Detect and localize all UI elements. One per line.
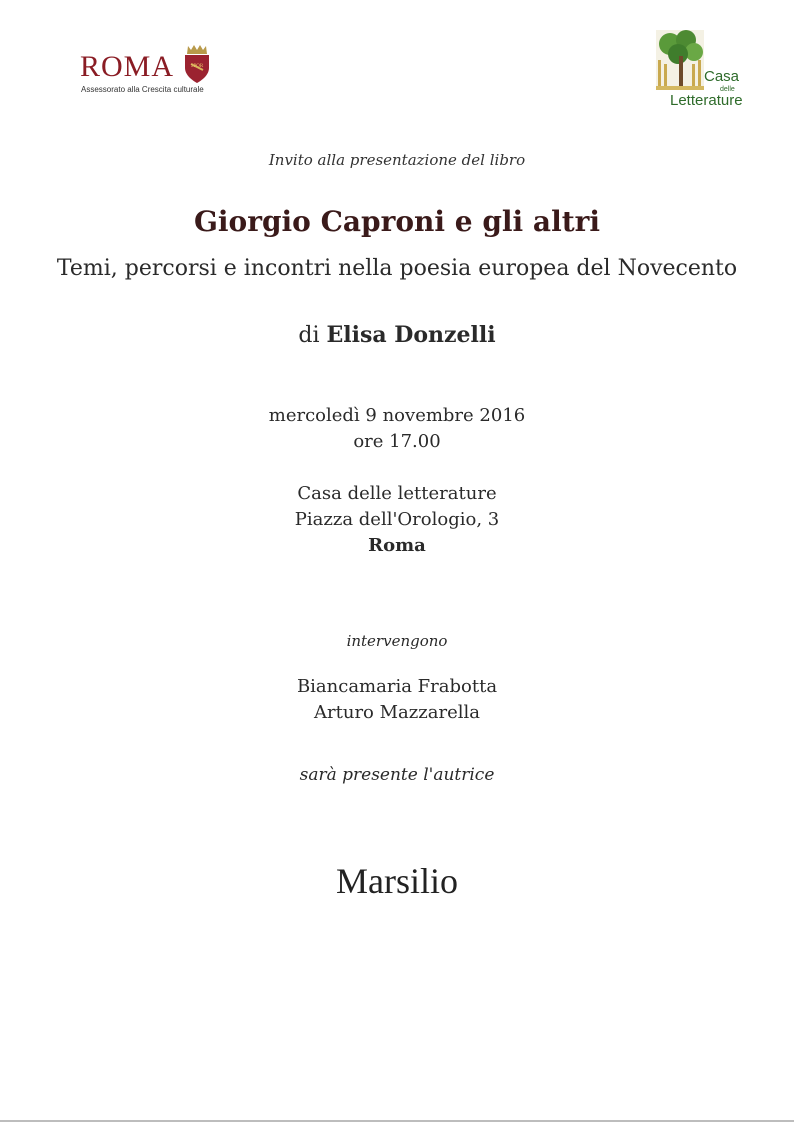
author-line <box>0 322 794 348</box>
casa-logo-line3: Letterature <box>670 92 743 109</box>
publisher-logo: Marsilio <box>336 861 458 901</box>
book-title: Giorgio Caproni e gli altri <box>193 205 601 238</box>
roma-logo <box>80 44 220 98</box>
book-subtitle: Temi, percorsi e incontri nella poesia europea del Novecento <box>56 256 738 281</box>
speaker-name: Arturo Mazzarella <box>314 702 480 723</box>
event-date: mercoledì 9 novembre 2016 <box>268 405 526 426</box>
casa-logo-line1: Casa <box>704 68 740 85</box>
event-city: Roma <box>368 535 426 556</box>
tree-icon <box>656 30 708 92</box>
author-prefix: di <box>298 323 320 348</box>
bottom-divider <box>0 1120 794 1122</box>
event-venue: Casa delle letterature <box>297 483 497 504</box>
roma-logo-subtitle: Assessorato alla Crescita culturale <box>81 85 204 94</box>
roma-logo-word: ROMA <box>80 50 175 83</box>
event-time: ore 17.00 <box>353 431 441 452</box>
author-present-note: sarà presente l'autrice <box>299 765 495 785</box>
speaker-name: Biancamaria Frabotta <box>296 676 498 697</box>
author-name: Elisa Donzelli <box>326 322 496 348</box>
event-address: Piazza dell'Orologio, 3 <box>294 509 500 530</box>
invitation-intro: Invito alla presentazione del libro <box>268 151 526 169</box>
casa-logo-line2: delle <box>720 86 735 93</box>
speakers-heading: intervengono <box>346 632 448 650</box>
casa-delle-letterature-logo <box>656 30 766 110</box>
svg-text:SPQR: SPQR <box>190 64 204 69</box>
roma-shield-icon <box>182 44 212 84</box>
